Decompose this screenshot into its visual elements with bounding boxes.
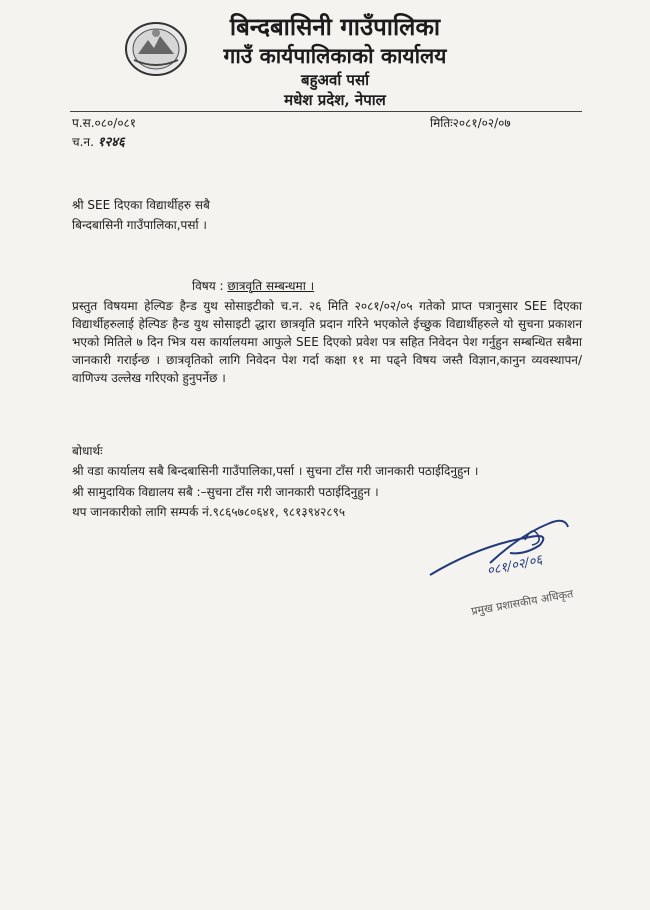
- office-location: बहुअर्वा पर्सा: [301, 71, 369, 89]
- header-divider: [70, 111, 582, 112]
- cc-line-2: श्री सामुदायिक विद्यालय सबै :–सुचना टाँस गरी जानकारी पठाईदिनुहुन ।: [72, 485, 379, 499]
- dispatch-number-label: च.न.: [72, 135, 94, 149]
- cc-line-1: श्री वडा कार्यालय सबै बिन्दबासिनी गाउँपालिका,पर्सा । सुचना टाँस गरी जानकारी पठाईदिनुहुन ।: [72, 464, 479, 478]
- dispatch-number-value: १२४६: [97, 135, 125, 150]
- letter-ps-number: प.स.०८०/०८१: [72, 116, 137, 130]
- signature-date: ०८१/०२/०६: [485, 552, 544, 579]
- dispatch-number: [72, 133, 125, 152]
- subject-text: छात्रवृति सम्बन्धमा ।: [227, 279, 315, 293]
- office-province: मधेश प्रदेश, नेपाल: [284, 91, 386, 109]
- recipient-line-1: श्री SEE दिएका विद्यार्थीहरु सबै: [72, 198, 210, 212]
- subject-line: [192, 277, 314, 295]
- cc-heading: बोधार्थः: [72, 444, 103, 458]
- letterhead: [190, 12, 480, 110]
- municipality-name: बिन्दबासिनी गाउँपालिका: [229, 12, 441, 41]
- subject-label: विषय :: [192, 279, 224, 293]
- contact-line: थप जानकारीको लागि सम्पर्क नं.९८६५७८०६४१, ९८१३९४२८९५: [72, 505, 346, 519]
- recipient-line-2: बिन्दबासिनी गाउँपालिका,पर्सा ।: [72, 218, 207, 232]
- notice-body: प्रस्तुत विषयमा हेल्पिङ हैन्ड युथ सोसाइटीको च.न. २६ मिति २०८१/०२/०५ गतेको प्राप्त पत्रानुसार SEE दिएका विद्यार्थीहरुलाई हेल्पिङ हैन्ड युथ सोसाइटी द्धारा छात्रवृति प्रदान गरिने भएकोले ईच्छुक विद्यार्थीहरुले यो सुचना प्रकाशन भएको मितिले ७ दिन भित्र यस कार्यालयमा आफुले SEE दिएको प्रवेश पत्र सहित निवेदन पेश गर्नुहुन सम्बन्धित सबैमा जानकारी गराईन्छ । छात्रवृतिको लागि निवेदन पेश गर्दा कक्षा ११ मा पढ्ने विषय जस्तै विज्ञान,कानुन व्यवस्थापन/वाणिज्य उल्लेख गरिएको हुनुपर्नेछ ।: [72, 299, 582, 385]
- letter-date: मितिः२०८१/०२/०७: [430, 116, 511, 130]
- municipality-emblem-icon: [120, 18, 192, 78]
- office-name: गाउँ कार्यपालिकाको कार्यालय: [223, 43, 447, 68]
- signature-block: [420, 515, 620, 625]
- signature-title: प्रमुख प्रशासकीय अधिकृत: [470, 587, 575, 618]
